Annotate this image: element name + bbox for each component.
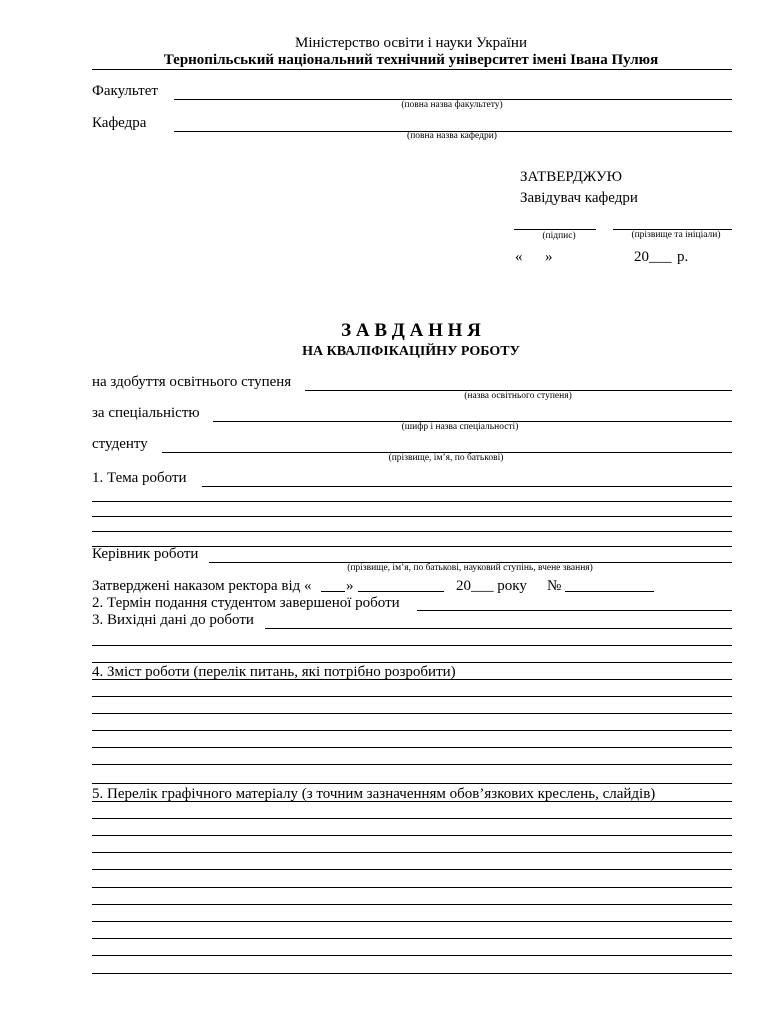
content-line[interactable] [92,696,732,697]
order-prefix: Затверджені наказом ректора від « [92,578,312,594]
date-quote-close: » [545,249,553,265]
degree-hint: (назва освітнього ступеня) [464,391,572,401]
input-data-field[interactable] [265,628,732,629]
topic-line[interactable] [92,516,732,517]
order-day-field[interactable] [321,591,345,592]
graphics-line[interactable] [92,904,732,905]
header-divider [92,69,732,70]
student-label: студенту [92,436,148,452]
signature-hint: (підпис) [542,231,576,241]
order-year[interactable]: 20___ року [456,578,527,594]
graphics-line[interactable] [92,869,732,870]
supervisor-label: Керівник роботи [92,546,199,562]
supervisor-hint: (прізвище, ім’я, по батькові, науковий ступінь, вчене звання) [347,563,593,573]
deadline-label: 2. Термін подання студентом завершеної роботи [92,595,400,611]
approve-label: ЗАТВЕРДЖУЮ [520,169,623,185]
university-name: Тернопільський національний технічний університет імені Івана Пулюя [163,52,659,68]
input-data-label: 3. Вихідні дані до роботи [92,612,254,628]
order-number-field[interactable] [565,591,654,592]
graphics-line[interactable] [92,887,732,888]
graphics-line[interactable] [92,818,732,819]
document-title: З А В Д А Н Н Я [341,320,481,341]
topic-line[interactable] [92,501,732,502]
graphics-line[interactable] [92,921,732,922]
graphics-label: 5. Перелік графічного матеріалу (з точним зазначенням обов’язкових креслень, слайдів) [92,786,656,802]
signature-field[interactable] [514,229,596,230]
department-hint: (повна назва кафедри) [407,131,497,141]
order-month-field[interactable] [358,591,444,592]
graphics-line[interactable] [92,835,732,836]
graphics-line[interactable] [92,852,732,853]
content-line[interactable] [92,764,732,765]
date-quote-open: « [515,249,523,265]
topic-line[interactable] [92,531,732,532]
order-quote-close: » [346,578,354,594]
specialty-hint: (шифр і назва спеціальності) [401,422,519,432]
student-hint: (прізвище, ім’я, по батькові) [388,453,504,463]
faculty-hint: (повна назва факультету) [401,100,503,110]
graphics-line[interactable] [92,801,732,802]
approval-year-suffix: р. [677,249,689,265]
graphics-line[interactable] [92,938,732,939]
department-label: Кафедра [92,115,147,131]
name-hint: (прізвище та ініціали) [631,230,721,240]
content-line[interactable] [92,747,732,748]
content-line[interactable] [92,713,732,714]
approval-year[interactable]: 20___ [634,249,672,265]
order-number-sign: № [547,578,562,594]
content-line[interactable] [92,730,732,731]
document-subtitle: НА КВАЛІФІКАЦІЙНУ РОБОТУ [302,344,520,359]
content-label: 4. Зміст роботи (перелік питань, які потрібно розробити) [92,664,456,680]
faculty-label: Факультет [92,83,158,99]
graphics-line[interactable] [92,955,732,956]
content-line[interactable] [92,783,732,784]
content-line[interactable] [92,679,732,680]
specialty-label: за спеціальністю [92,405,200,421]
ministry-name: Міністерство освіти і науки України [294,35,527,51]
graphics-line[interactable] [92,973,732,974]
topic-field[interactable] [202,486,732,487]
degree-label: на здобуття освітнього ступеня [92,374,292,390]
head-of-department-label: Завідувач кафедри [520,190,638,206]
input-data-line[interactable] [92,645,732,646]
topic-label: 1. Тема роботи [92,470,187,486]
deadline-field[interactable] [417,610,732,611]
